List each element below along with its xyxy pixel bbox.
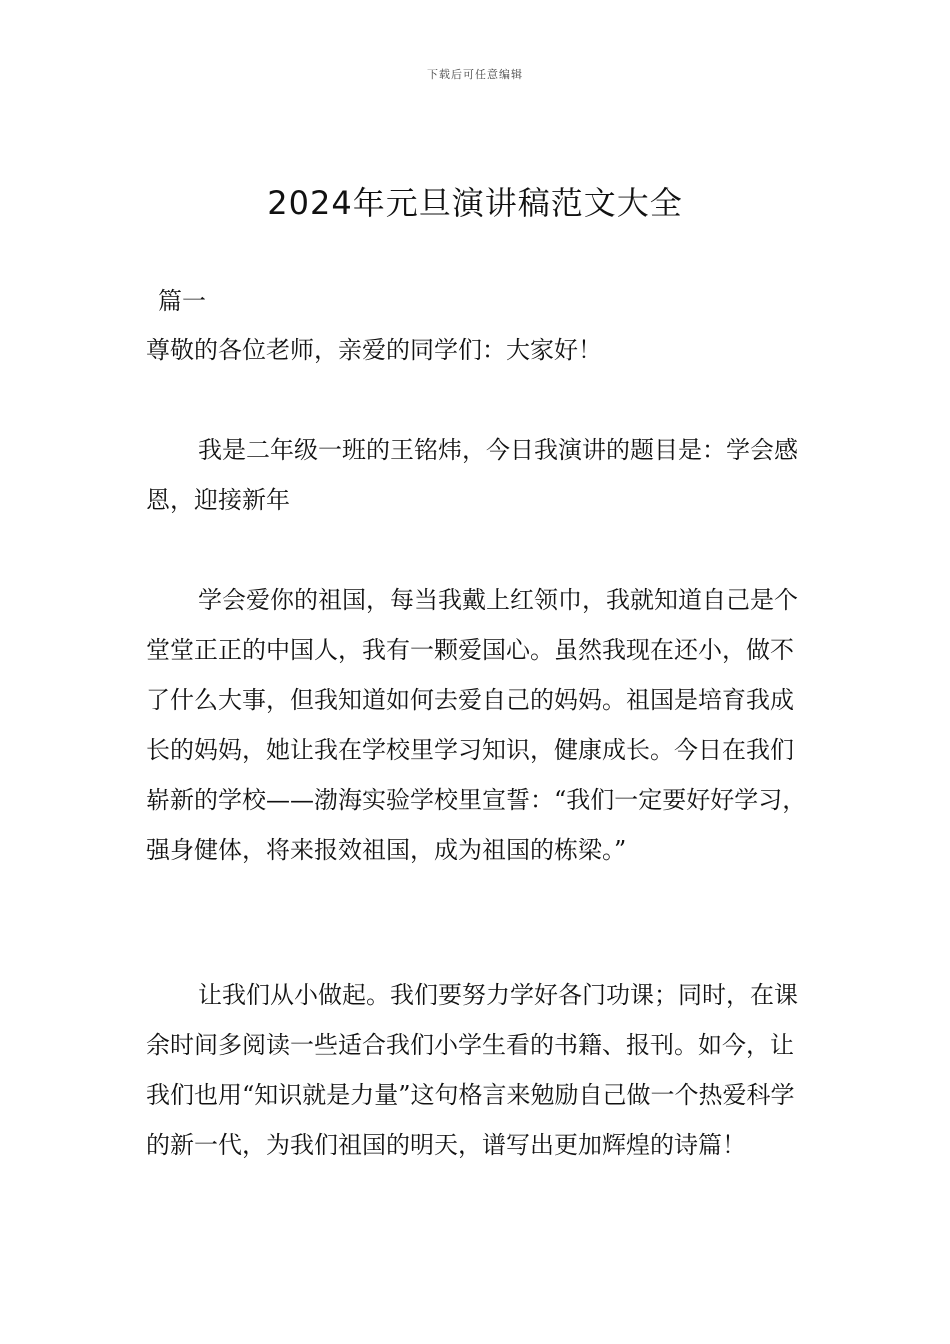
paragraph-2: 学会爱你的祖国，每当我戴上红领巾，我就知道自己是个堂堂正正的中国人，我有一颗爱国心。虽然我现在还小，做不了什么大事，但我知道如何去爱自己的妈妈。祖国是培育我成长的妈妈，她让我在学校里学习知识，健康成长。今日在我们崭新的学校——渤海实验学校里宣誓：“我们一定要好好学习，强身健体，将来报效祖国，成为祖国的栋梁。” <box>146 586 807 864</box>
salutation: 尊敬的各位老师，亲爱的同学们：大家好！ <box>146 336 602 364</box>
section-label: 篇一 <box>158 287 206 315</box>
document-title: 2024年元旦演讲稿范文大全 <box>267 184 683 222</box>
paragraph-3: 让我们从小做起。我们要努力学好各门功课；同时，在课余时间多阅读一些适合我们小学生看的书籍、报刊。如今，让我们也用“知识就是力量”这句格言来勉励自己做一个热爱科学的新一代，为我们祖国的明天，谱写出更加辉煌的诗篇！ <box>146 981 798 1159</box>
paragraph-1: 我是二年级一班的王铭炜，今日我演讲的题目是：学会感恩，迎接新年 <box>146 436 798 514</box>
header-note: 下载后可任意编辑 <box>427 68 523 81</box>
